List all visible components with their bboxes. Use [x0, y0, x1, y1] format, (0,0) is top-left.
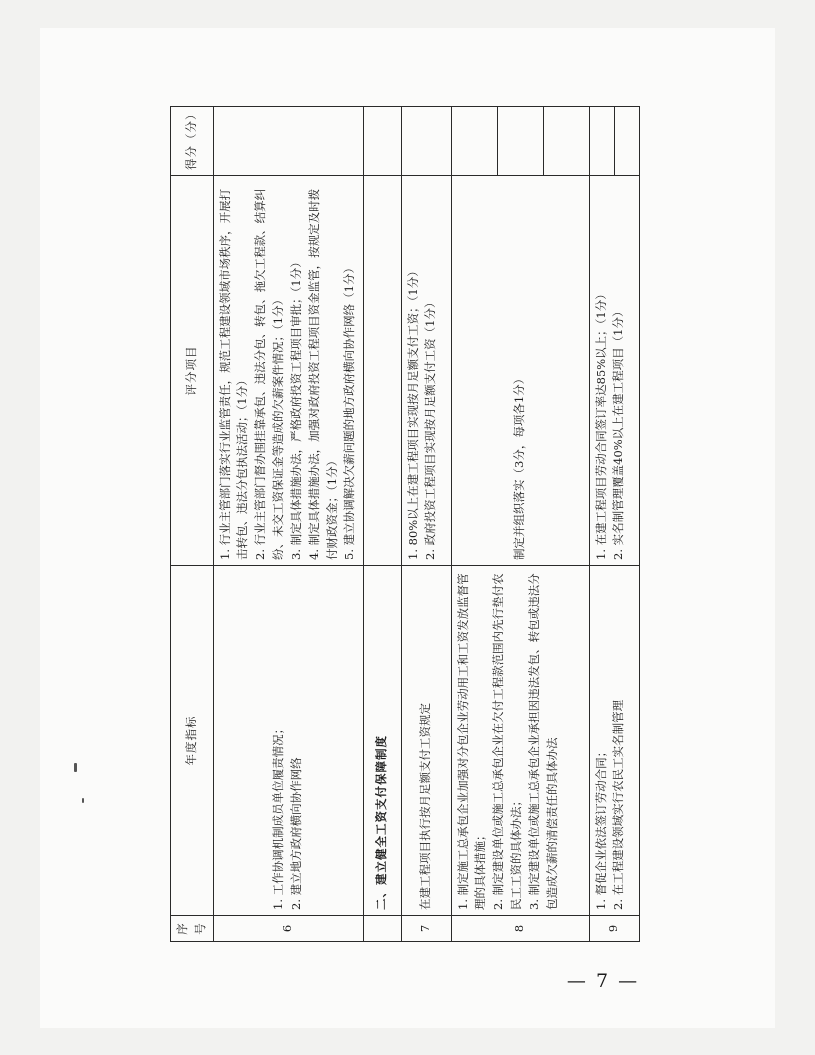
row-criteria: 1. 行业主管部门落实行业监管责任，规范工程建设领域市场秩序，开展打击转包、违法分包执法活动；（1分） 2. 行业主管部门督办围挂靠承包、违法分包、转包、拖欠工程款、结算纠纷、未交工资保证金等造成的欠薪案件情况；（1分） 3. 制定具体措施办法，严格政府投资工程项目审批；（1分） 4. 制定具体措施办法，加强对政府投资工程项目资金监管，按规定及时拨付财政资金；（1分） 5. 建立协调解决欠薪问题的地方政府横向协作网络（1分）: [213, 176, 363, 566]
row-criteria: 1. 在建工程项目劳动合同签订率达85%以上；（1分） 2. 实名制管理覆盖40%以上在建工程项目（1分）: [589, 176, 639, 566]
row-seq: 9: [589, 916, 639, 942]
section-title: 二、建立健全工资支付保障制度: [363, 566, 401, 916]
page-number: — 7 —: [566, 970, 640, 992]
row-indicator: 1. 督促企业依法签订劳动合同； 2. 在工程建设领域实行农民工实名制管理: [589, 566, 639, 916]
table-row: [213, 107, 363, 942]
row-seq: 6: [213, 916, 363, 942]
row-criteria: 制定并组织落实（3分，每项各1分）: [451, 176, 589, 566]
row-score: [401, 107, 451, 176]
scan-speck: [74, 763, 77, 772]
table-row: [451, 107, 589, 942]
header-criteria: 评分项目: [171, 176, 214, 566]
table-row: [589, 107, 639, 942]
score-subcells: [590, 107, 639, 175]
table-header-row: [171, 107, 214, 942]
row-indicator: 在建工程项目执行按月足额支付工资规定: [401, 566, 451, 916]
row-score: [451, 107, 589, 176]
row-score: [213, 107, 363, 176]
section-row: [363, 107, 401, 942]
header-seq: 序号: [171, 916, 214, 942]
row-indicator: 1. 制定施工总承包企业加强对分包企业劳动用工和工资发放监督管理的具体措施； 2. 制定建设单位或施工总承包企业在欠付工程款范围内先行垫付农民工工资的具体办法； 3. 制定建设单位或施工总承包企业承担因违法发包、转包或违法分包造成欠薪的清偿责任的具体办法: [451, 566, 589, 916]
row-seq: 8: [451, 916, 589, 942]
score-subcells: [452, 107, 589, 175]
row-criteria: 1. 80%以上在建工程项目实现按月足额支付工资；（1分） 2. 政府投资工程项目实现按月足额支付工资（1分）: [401, 176, 451, 566]
table-row: [401, 107, 451, 942]
row-indicator: 1. 工作协调机制成员单位履责情况； 2. 建立地方政府横向协作网络: [213, 566, 363, 916]
header-score: 得分（分）: [171, 107, 214, 176]
row-score: [589, 107, 639, 176]
assessment-table: [170, 106, 640, 942]
row-seq: 7: [401, 916, 451, 942]
scan-speck: [82, 798, 84, 803]
rotated-table-container: [170, 107, 638, 942]
header-indicator: 年度指标: [171, 566, 214, 916]
